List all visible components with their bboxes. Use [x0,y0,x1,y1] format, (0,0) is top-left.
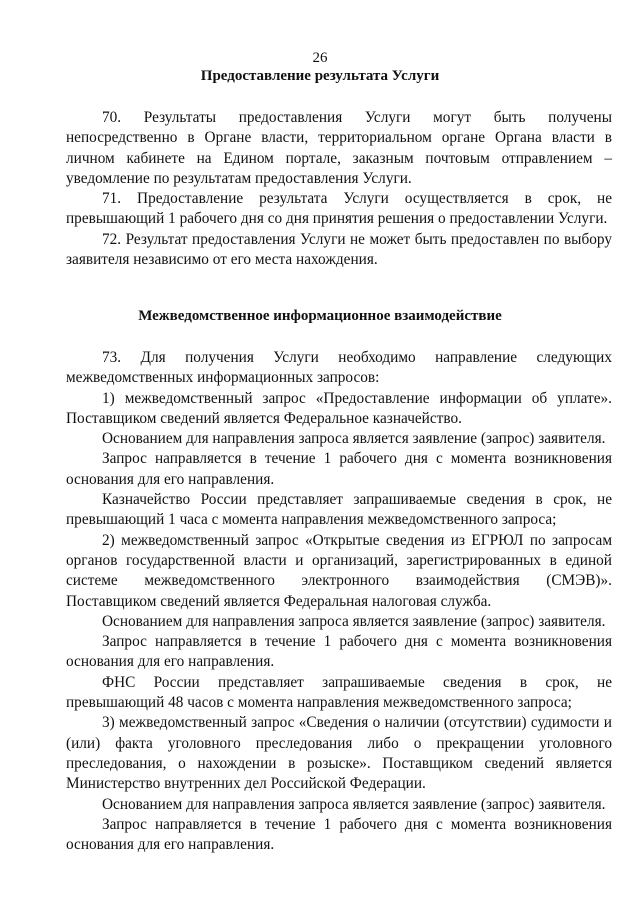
paragraph-71: 71. Предоставление результата Услуги осуществляется в срок, не превышающий 1 рабочего дня со дня принятия решения о предоставлении Услуги. [66,190,612,228]
paragraph-request-1-timing: Запрос направляется в течение 1 рабочего дня с момента возникновения основания для его направления. [66,450,612,488]
paragraph-70: 70. Результаты предоставления Услуги могут быть получены непосредственно в Органе власти, территориальном органе Органа власти в личном кабинете на Едином портале, заказным почтовым отправлением – уведомление по результатам предоставления Услуги. [66,109,612,187]
paragraph-request-2-response: ФНС России представляет запрашиваемые сведения в срок, не превышающий 48 часов с момента направления межведомственного запроса; [66,673,612,712]
paragraph-request-3: 3) межведомственный запрос «Сведения о наличии (отсутствии) судимости и (или) факта уголовного преследования либо о прекращении уголовного преследования, о нахождении в розыске». Поставщиком сведений является Министерство внутренних дел Российской Федерации. [66,714,612,793]
paragraph-request-2-timing: Запрос направляется в течение 1 рабочего дня с момента возникновения основания для его направления. [66,633,612,671]
paragraph-request-3-timing: Запрос направляется в течение 1 рабочего дня с момента возникновения основания для его направления. [66,815,612,854]
paragraph-request-2-basis: Основанием для направления запроса является заявление (запрос) заявителя. [102,612,606,630]
section-result-provision [66,108,612,270]
paragraph-request-1-response: Казначейство России представляет запрашиваемые сведения в срок, не превышающий 1 часа с момента направления межведомственного запроса; [66,491,612,529]
page-number: 26 [312,50,328,66]
paragraph-request-3-basis: Основанием для направления запроса является заявление (запрос) заявителя. [102,795,606,813]
paragraph-request-1: 1) межведомственный запрос «Предоставление информации об уплате». Поставщиком сведений является Федеральное казначейство. [66,389,612,427]
paragraph-request-1-basis: Основанием для направления запроса является заявление (запрос) заявителя. [102,430,606,448]
paragraph-72: 72. Результат предоставления Услуги не может быть предоставлен по выбору заявителя независимо от его места нахождения. [66,230,612,269]
paragraph-request-2: 2) межведомственный запрос «Открытые сведения из ЕГРЮЛ по запросам органов государственной власти и организаций, зарегистрированных в единой системе межведомственного электронного взаимодействия (СМЭВ)». Поставщиком сведений является Федеральная налоговая служба. [66,531,612,610]
paragraph-73: 73. Для получения Услуги необходимо направление следующих межведомственных информационных запросов: [66,349,612,387]
section-title-result-provision: Предоставление результата Услуги [200,68,440,84]
section-interagency-interaction [66,348,612,855]
section-title-interagency-interaction: Межведомственное информационное взаимодействие [138,308,502,324]
